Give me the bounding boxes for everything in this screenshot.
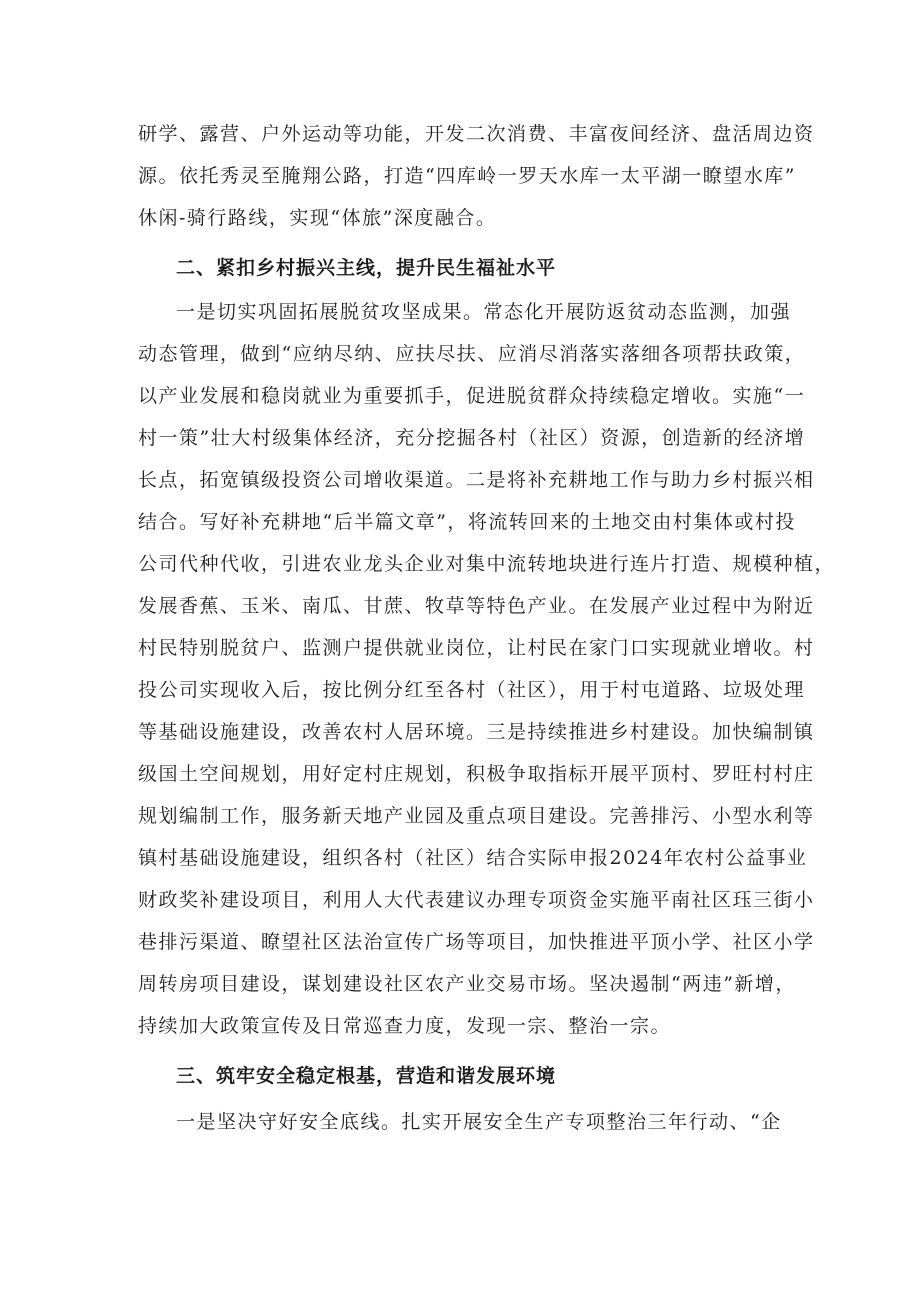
paragraph-line: 发展香蕉、玉米、南瓜、甘蔗、牧草等特色产业。在发展产业过程中为附近 <box>138 595 815 617</box>
paragraph-line: 结合。写好补充耕地“后半篇文章”，将流转回来的土地交由村集体或村投 <box>138 511 796 533</box>
paragraph-line: 财政奖补建设项目，利用人大代表建议办理专项资金实施平南社区珏三街小 <box>138 889 815 911</box>
paragraph-line: 级国土空间规划，用好定村庄规划，积极争取指标开展平顶村、罗旺村村庄 <box>138 763 815 785</box>
paragraph-line: 周转房项目建设，谋划建设社区农产业交易市场。坚决遏制“两违”新增， <box>138 973 796 995</box>
paragraph-line: 研学、露营、户外运动等功能，开发二次消费、丰富夜间经济、盘活周边资 <box>138 123 815 145</box>
paragraph-line: 镇村基础设施建设，组织各村（社区）结合实际申报2024年农村公益事业 <box>138 847 808 869</box>
paragraph-line: 一是坚决守好安全底线。扎实开展安全生产专项整治三年行动、“企 <box>176 1111 782 1133</box>
paragraph-line: 村一策”壮大村级集体经济，充分挖掘各村（社区）资源，创造新的经济增 <box>138 427 806 449</box>
paragraph-line: 等基础设施建设，改善农村人居环境。三是持续推进乡村建设。加快编制镇 <box>138 721 815 743</box>
paragraph-line: 村民特别脱贫户、监测户提供就业岗位，让村民在家门口实现就业增收。村 <box>138 637 815 659</box>
paragraph-line: 巷排污渠道、瞭望社区法治宣传广场等项目，加快推进平顶小学、社区小学 <box>138 931 815 953</box>
section-heading: 二、紧扣乡村振兴主线，提升民生福祉水平 <box>176 257 557 279</box>
section-heading: 三、筑牢安全稳定根基，营造和谐发展环境 <box>176 1065 557 1087</box>
paragraph-line: 动态管理，做到“应纳尽纳、应扶尽扶、应消尽消落实落细各项帮扶政策， <box>138 343 806 365</box>
paragraph-line: 源。依托秀灵至腌翔公路，打造“四库岭一罗天水库一太平湖一瞭望水库” <box>138 165 796 187</box>
paragraph-line: 长点，拓宽镇级投资公司增收渠道。二是将补充耕地工作与助力乡村振兴相 <box>138 469 815 491</box>
paragraph-line: 休闲-骑行路线，实现“体旅”深度融合。 <box>138 207 497 229</box>
paragraph-line: 投公司实现收入后，按比例分红至各村（社区），用于村屯道路、垃圾处理 <box>138 679 806 701</box>
paragraph-line: 持续加大政策宣传及日常巡查力度，发现一宗、整治一宗。 <box>138 1015 672 1037</box>
paragraph-line: 规划编制工作，服务新天地产业园及重点项目建设。完善排污、小型水利等 <box>138 805 815 827</box>
paragraph-line: 一是切实巩固拓展脱贫攻坚成果。常态化开展防返贫动态监测，加强 <box>176 301 792 323</box>
paragraph-line: 以产业发展和稳岗就业为重要抓手，促进脱贫群众持续稳定增收。实施“一 <box>138 385 806 407</box>
paragraph-line: 公司代种代收，引进农业龙头企业对集中流转地块进行连片打造、规模种植， <box>138 553 836 575</box>
